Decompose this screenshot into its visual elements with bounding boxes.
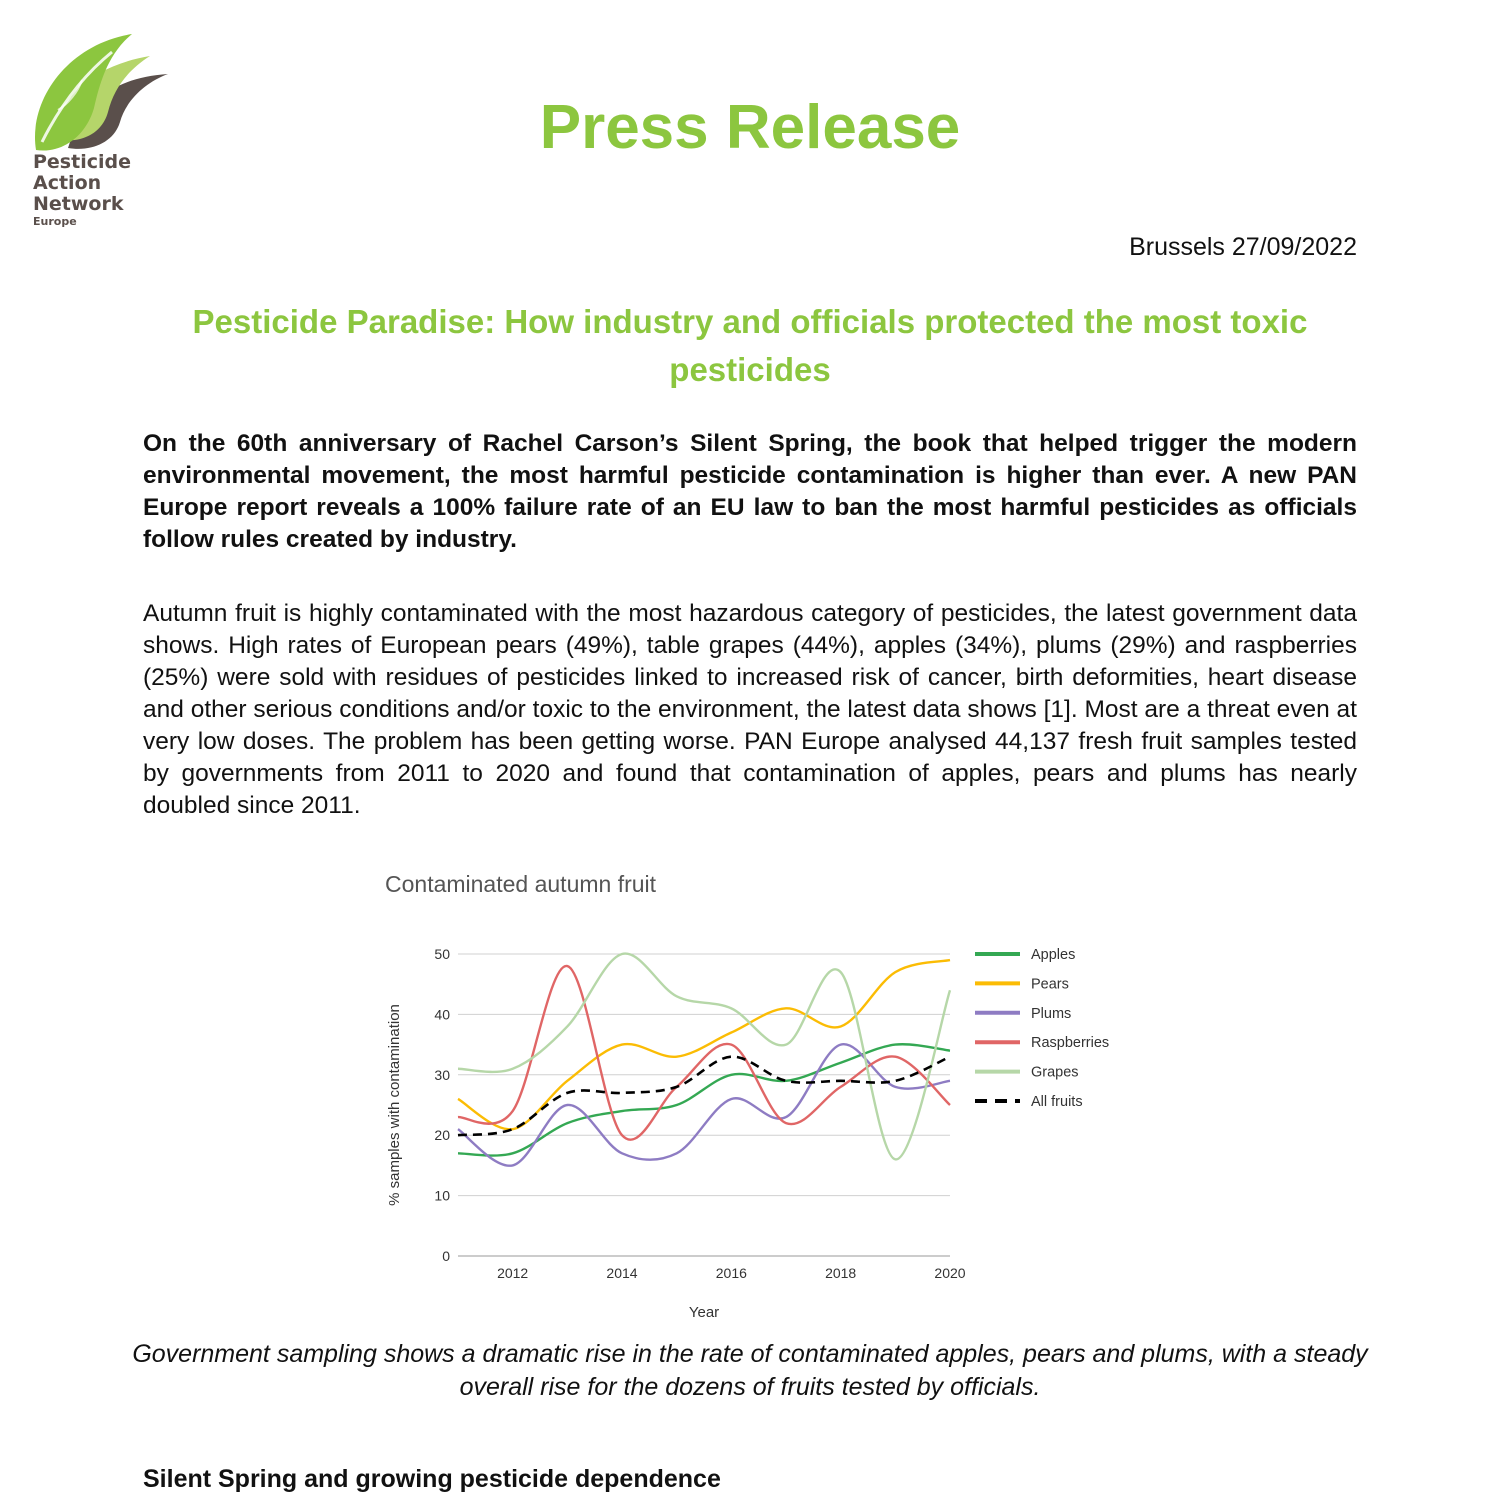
- logo-wordmark: [33, 152, 131, 229]
- chart-svg: [375, 865, 1135, 1335]
- y-axis-label: % samples with contamination: [386, 1004, 403, 1206]
- section-title: Silent Spring and growing pesticide dependence: [143, 1465, 721, 1493]
- x-axis-label: Year: [688, 1304, 720, 1321]
- x-tick-label: 2012: [497, 1265, 529, 1281]
- chart-title: Contaminated autumn fruit: [385, 871, 657, 897]
- legend-label-plums: Plums: [1031, 1005, 1072, 1022]
- y-tick-label: 0: [442, 1248, 450, 1264]
- series-line-pears: [458, 960, 950, 1129]
- y-tick-label: 50: [434, 946, 450, 962]
- x-tick-label: 2018: [825, 1265, 857, 1281]
- logo-line-4: Europe: [33, 215, 77, 228]
- logo-line-1: Pesticide: [33, 151, 131, 173]
- contamination-chart: [375, 865, 1135, 1335]
- legend-label-apples: Apples: [1031, 947, 1076, 963]
- chart-caption: Government sampling shows a dramatic rise in the rate of contaminated apples, pears and plums, with a steady overall rise for the dozens of fruits tested by officials.: [132, 1340, 1368, 1401]
- y-tick-label: 10: [434, 1187, 450, 1204]
- dateline: Brussels 27/09/2022: [1129, 233, 1357, 261]
- y-tick-label: 40: [434, 1006, 450, 1023]
- legend-label-grapes: Grapes: [1031, 1064, 1079, 1081]
- headline: Pesticide Paradise: How industry and officials protected the most toxic pesticides: [192, 303, 1308, 388]
- press-release-title: Press Release: [539, 93, 961, 162]
- logo-line-2: Action: [33, 172, 102, 194]
- legend-label-raspberries: Raspberries: [1031, 1035, 1110, 1052]
- legend-label-all-fruits: All fruits: [1031, 1094, 1083, 1110]
- legend-label-pears: Pears: [1031, 976, 1069, 993]
- x-tick-label: 2020: [934, 1265, 966, 1281]
- x-tick-label: 2016: [715, 1265, 747, 1281]
- logo-line-3: Network: [33, 193, 124, 215]
- body-paragraph: Autumn fruit is highly contaminated with the most hazardous category of pesticides, the latest government data shows. High rates of European pears (49%), table grapes (44%), apples (34%), plums (29%) and raspberries (25%) were sold with residues of pesticides linked to increased risk of cancer, birth deformities, heart disease and other serious conditions and/or toxic to the environment, the latest data shows [1]. Most are a threat even at very low doses. The problem has been getting worse. PAN Europe analysed 44,137 fresh fruit samples tested by governments from 2011 to 2020 and found that contamination of apples, pears and plums has nearly doubled since 2011.: [143, 600, 1357, 819]
- x-tick-label: 2014: [606, 1265, 638, 1281]
- lead-paragraph: On the 60th anniversary of Rachel Carson’s Silent Spring, the book that helped trigger the modern environmental movement, the most harmful pesticide contamination is higher than ever. A new PAN Europe report reveals a 100% failure rate of an EU law to ban the most harmful pesticides as officials follow rules created by industry.: [143, 430, 1357, 553]
- y-tick-label: 20: [434, 1127, 450, 1144]
- y-tick-label: 30: [434, 1066, 450, 1083]
